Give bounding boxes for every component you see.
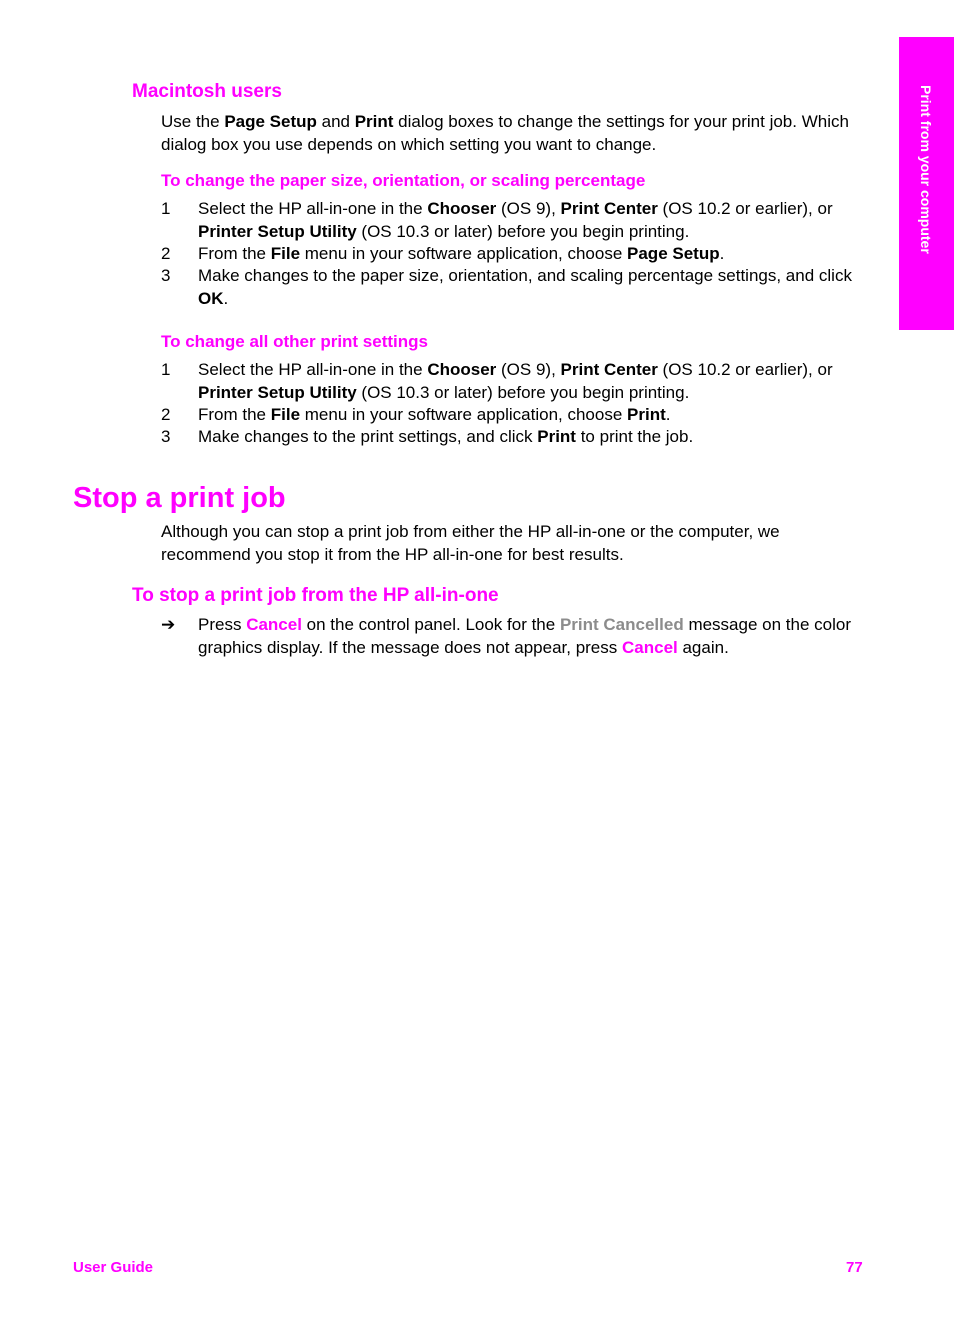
text-run: . <box>719 244 725 263</box>
text-run: again. <box>677 637 729 657</box>
text-run: menu in your software application, choose <box>300 405 628 424</box>
text-run: Select the HP all-in-one in the <box>198 360 428 379</box>
emphasis-text: Print Cancelled <box>559 615 684 634</box>
emphasis-text: Cancel <box>246 615 302 634</box>
step-text <box>198 404 878 427</box>
stop-intro: Although you can stop a print job from either the HP all-in-one or the computer, we recommend you stop it from the HP all-in-one for best results. <box>161 522 780 564</box>
step-number: 1 <box>161 360 171 379</box>
macintosh-intro <box>161 111 861 156</box>
emphasis-text: Print <box>537 427 576 446</box>
text-run: From the <box>198 244 271 263</box>
text-run: Make changes to the print settings, and click <box>198 427 538 446</box>
other-settings-heading: To change all other print settings <box>161 332 428 351</box>
text-run: Make changes to the paper size, orientation, and scaling percentage settings, and click <box>198 266 852 285</box>
stop-step <box>198 614 878 659</box>
text-run: (OS 9), <box>496 360 561 379</box>
text-run: (OS 9), <box>496 199 561 218</box>
text-run: to print the job. <box>575 427 694 446</box>
text-run: Select the HP all-in-one in the <box>198 199 428 218</box>
arrow-bullet-icon: ➔ <box>161 615 176 634</box>
text-run: Use the <box>161 112 225 131</box>
emphasis-text: Print Center <box>560 199 658 218</box>
side-tab <box>899 37 954 330</box>
text-run: From the <box>198 405 271 424</box>
text-run: . <box>665 405 671 424</box>
text-run: message on the color graphics display. If the message does not appear, press <box>198 615 851 657</box>
step-number: 2 <box>161 244 171 263</box>
emphasis-text: Print <box>627 405 666 424</box>
emphasis-text: OK <box>198 288 224 308</box>
text-run: Press <box>198 615 247 634</box>
footer-guide-label: User Guide <box>73 1259 154 1276</box>
step-number: 2 <box>161 405 171 424</box>
page-title: Stop a print job <box>73 482 286 514</box>
emphasis-text: Chooser <box>427 360 497 379</box>
text-run: (OS 10.3 or later) before you begin printing. <box>356 221 690 241</box>
emphasis-text: Page Setup <box>224 112 317 131</box>
page-number: 77 <box>846 1259 863 1276</box>
step-text <box>198 359 878 404</box>
text-run: (OS 10.2 or earlier), or <box>657 199 833 218</box>
text-run: (OS 10.3 or later) before you begin printing. <box>356 382 690 402</box>
emphasis-text: Cancel <box>622 637 678 657</box>
emphasis-text: Page Setup <box>627 244 720 263</box>
step-text <box>198 265 878 310</box>
step-number: 3 <box>161 266 171 285</box>
text-run: (OS 10.2 or earlier), or <box>657 360 833 379</box>
emphasis-text: Print Center <box>560 360 658 379</box>
stop-subheading: To stop a print job from the HP all-in-one <box>132 585 499 606</box>
side-tab-label: Print from your computer <box>918 85 934 254</box>
step-text <box>198 243 878 266</box>
step-text <box>198 198 878 243</box>
step-number: 3 <box>161 427 171 446</box>
text-run: dialog boxes to change the settings for your print job. Which dialog box you use depends on which setting you want to change. <box>161 112 849 154</box>
text-run: . <box>223 288 229 308</box>
macintosh-heading: Macintosh users <box>132 81 282 102</box>
text-run: on the control panel. Look for the <box>301 615 560 634</box>
text-run: menu in your software application, choose <box>300 244 628 263</box>
emphasis-text: File <box>270 244 301 263</box>
emphasis-text: Chooser <box>427 199 497 218</box>
emphasis-text: File <box>270 405 301 424</box>
emphasis-text: Printer Setup Utility <box>198 382 357 402</box>
paper-settings-heading: To change the paper size, orientation, or scaling percentage <box>161 171 646 190</box>
step-number: 1 <box>161 199 171 218</box>
emphasis-text: Printer Setup Utility <box>198 221 357 241</box>
text-run: and <box>316 112 355 131</box>
emphasis-text: Print <box>354 112 394 131</box>
step-text <box>198 426 878 449</box>
